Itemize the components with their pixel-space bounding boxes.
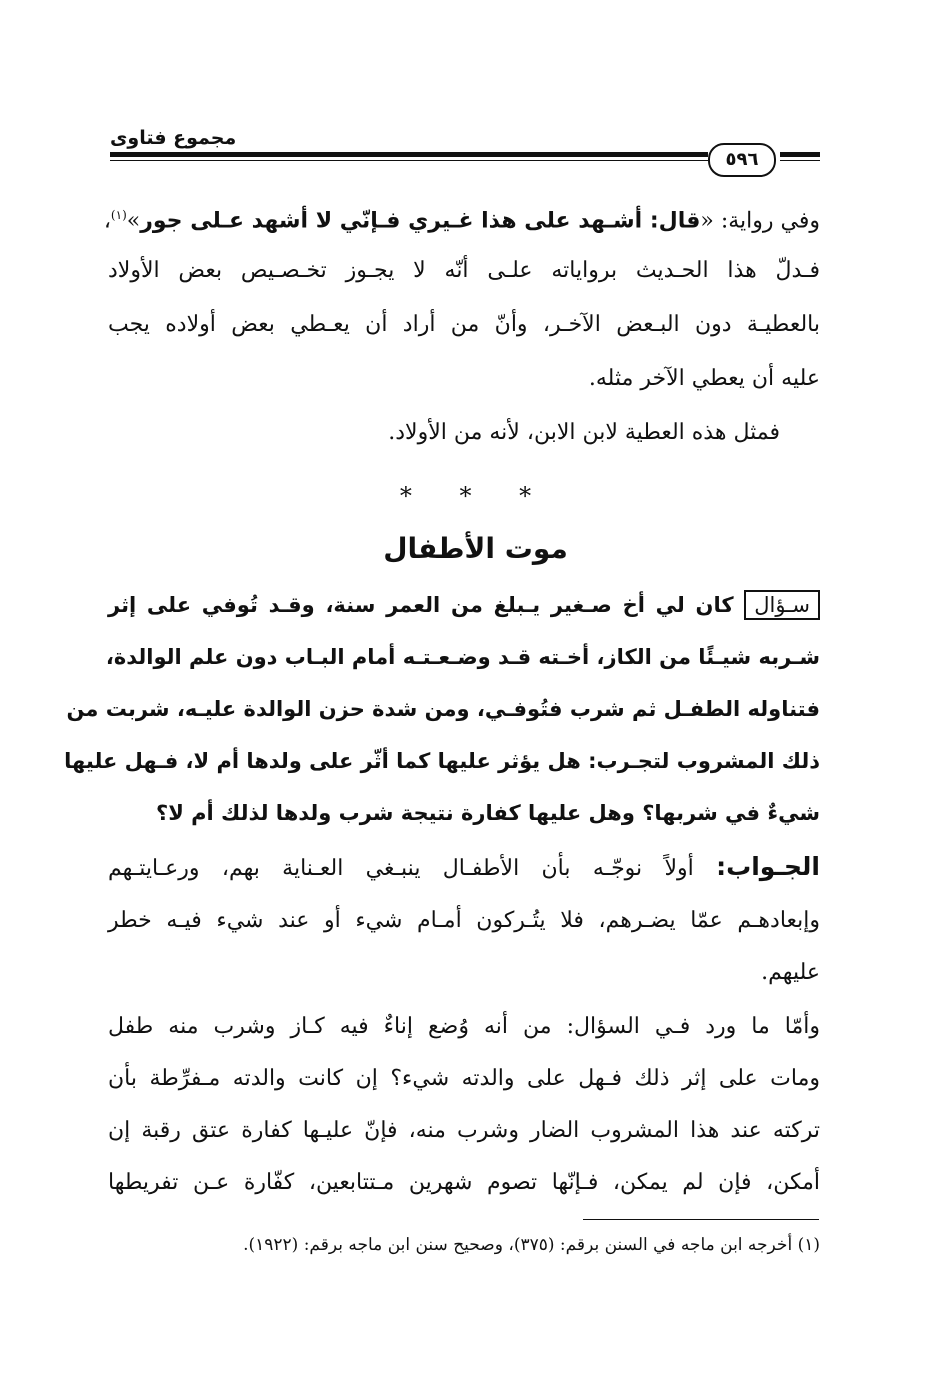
section-separator: * * *: [399, 482, 552, 510]
text-fragment: »: [126, 208, 141, 234]
quoted-hadith: قال: أشـهد على هذا غـيري فـإنّي لا أشهد عـلى جور: [140, 208, 701, 234]
answer-line: [108, 852, 820, 884]
header-rule-right-thin: [780, 160, 820, 161]
answer-line: عليهم.: [761, 960, 820, 985]
footnote-rule: [583, 1219, 819, 1220]
footnote: (١) أخرجه ابن ماجه في السنن برقم: (٣٧٥)، وصحيح سنن ابن ماجه برقم: (١٩٢٢).: [243, 1235, 820, 1255]
text-line: [103, 200, 820, 236]
footnote-reference: (١): [110, 208, 127, 222]
text-fragment: أولاً نوجّـه بأن الأطفـال ينبـغي العـناية بهم، ورعـايتـهم: [108, 856, 717, 881]
text-line: وأمّا ما ورد فـي السؤال: من أنه وُضع إناءٌ فيه كـاز وشرب منه طفل: [108, 1014, 820, 1039]
text-fragment: ،: [103, 208, 111, 234]
text-line: بالعطيـة دون البـعض الآخـر، وأنّ من أراد أن يعـطي بعض أولاده يجب: [108, 312, 820, 337]
question-line: [108, 590, 820, 620]
running-header-title: مجموع فتاوى: [110, 127, 237, 149]
header-rule-thick: [110, 152, 708, 157]
text-line: فمثل هذه العطية لابن الابن، لأنه من الأولاد.: [388, 420, 780, 445]
text-line: فـدلّ هذا الحـديث برواياته علـى أنّه لا يجـوز تخـصـيص بعض الأولاد: [108, 258, 820, 283]
text-line: ومات على إثر ذلك فـهل على والدته شيء؟ إن كانت والدته مـفرِّطة بأن: [108, 1066, 820, 1091]
question-line: ذلك المشروب لتجـرب: هل يؤثر عليها كما أثّر على ولدها أم لا، فـهل عليها: [64, 749, 820, 773]
answer-line: وإبعادهـم عمّا يضـرهم، فلا يتُـركون أمـام شيء أو عند شيء فيـه خطر: [108, 908, 821, 933]
page-number-badge: ٥٩٦: [708, 143, 776, 177]
header-rule-thin: [110, 160, 708, 161]
text-fragment: وفي رواية: «: [700, 208, 820, 234]
header-rule-right-thick: [780, 152, 820, 157]
answer-label: الجـواب:: [716, 852, 820, 881]
text-line: عليه أن يعطي الآخر مثله.: [588, 366, 820, 391]
section-title: موت الأطفال: [383, 532, 568, 565]
question-line: شـربه شيـئًا من الكاز، أخـته قـد وضـعـتـه أمام البـاب دون علم الوالدة،: [105, 645, 820, 669]
question-line: فتناوله الطفـل ثم شرب فتُوفـي، ومن شدة حزن الوالدة عليـه، شربت من: [66, 697, 820, 721]
text-line: أمكن، فإن لم يمكن، فـإنّها تصوم شهرين مـتتابعين، كفّارة عـن تفريطها: [108, 1170, 820, 1195]
question-label-box: سـؤال: [744, 590, 820, 620]
text-line: تركته عند هذا المشروب الضار وشرب منه، فإنّ عليـها كفارة عتق رقبة إن: [108, 1118, 820, 1143]
question-line: شيءٌ في شربها؟ وهل عليها كفارة نتيجة شرب ولدها لذلك أم لا؟: [156, 801, 820, 825]
text-fragment: كان لي أخ صـغير يـبلغ من العمر سنة، وقـد تُوفي على إثر: [108, 593, 734, 617]
